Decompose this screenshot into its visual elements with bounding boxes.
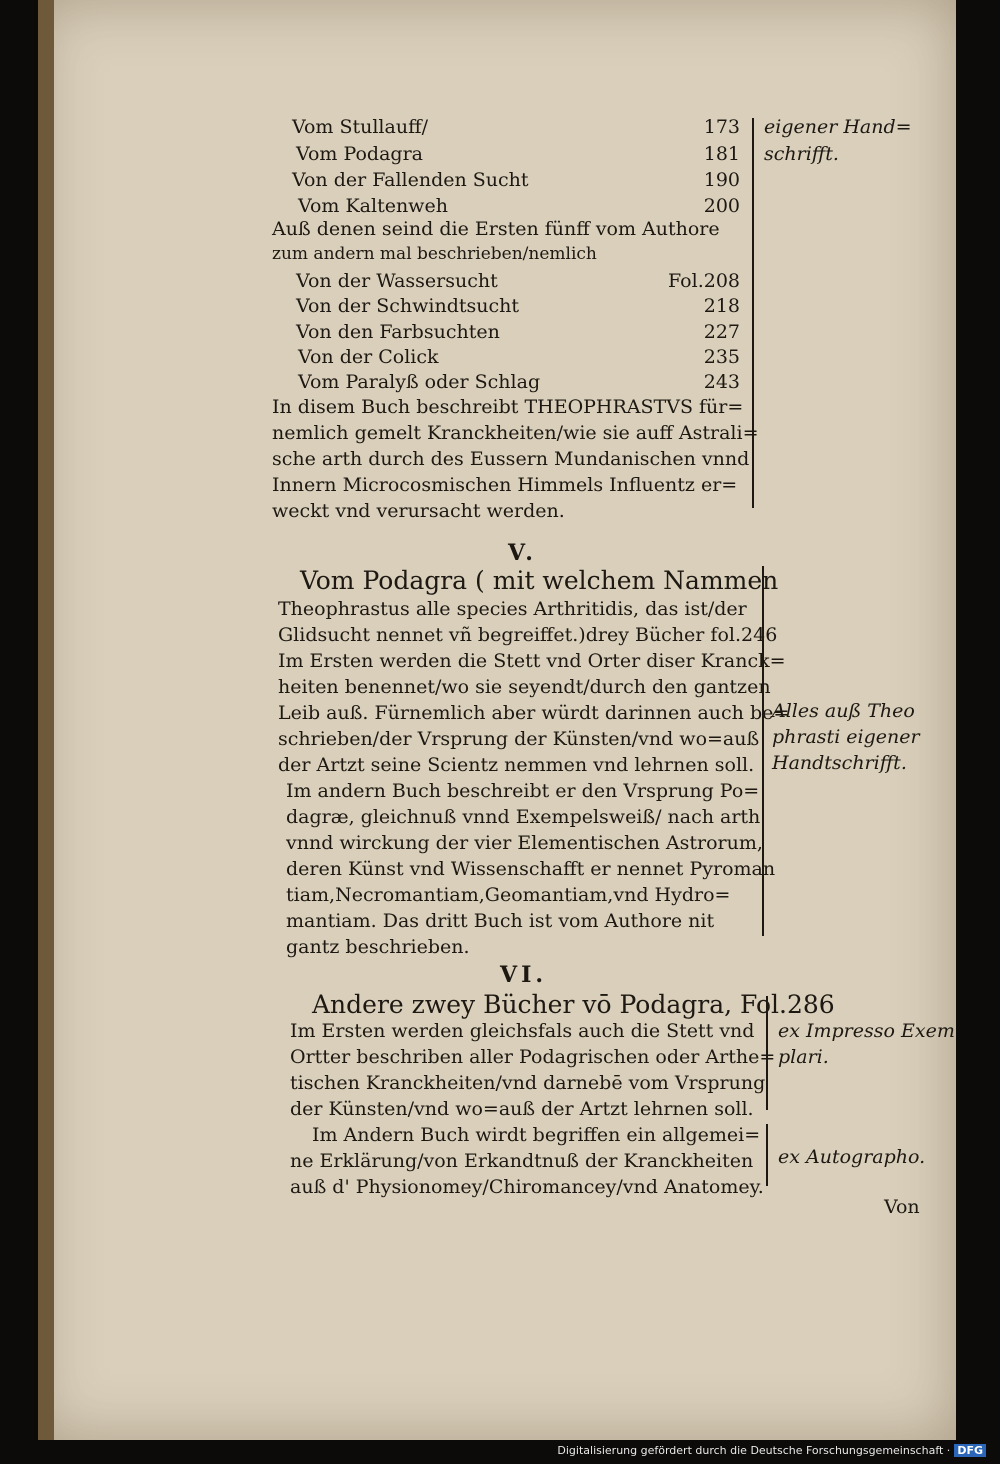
paragraph-line: gantz beschrieben. (286, 936, 470, 958)
paragraph-line: nemlich gemelt Kranckheiten/wie sie auff Astrali= (272, 422, 759, 444)
section-numeral: V. (508, 540, 537, 566)
margin-note: ex Autographo. (778, 1146, 926, 1168)
paragraph-line: Theophrastus alle species Arthritidis, das ist/der (278, 598, 747, 620)
section-title: Vom Podagra ( mit welchem Nammen (300, 566, 779, 595)
toc-page-number: 190 (703, 169, 740, 191)
toc-page-number: 200 (703, 195, 740, 217)
paragraph-line: Im Ersten werden gleichsfals auch die Stett vnd (290, 1020, 755, 1042)
toc-page-number: Fol.208 (668, 270, 740, 292)
margin-note: Alles auß Theo (772, 700, 915, 722)
toc-entry: Vom Paralyß oder Schlag (298, 371, 541, 393)
margin-note: schrifft. (764, 143, 839, 165)
margin-rule (766, 996, 768, 1110)
footer-bar (0, 1440, 1000, 1464)
paragraph-line: weckt vnd verursacht werden. (272, 500, 565, 522)
paragraph-line: der Artzt seine Scientz nemmen vnd lehrnen soll. (278, 754, 755, 776)
toc-intro: zum andern mal beschrieben/nemlich (272, 244, 597, 264)
toc-entry: Von den Farbsuchten (296, 321, 500, 343)
toc-entry: Vom Podagra (296, 143, 423, 165)
paragraph-line: schrieben/der Vrsprung der Künsten/vnd wo=auß (278, 728, 760, 750)
toc-page-number: 243 (703, 371, 740, 393)
toc-page-number: 181 (703, 143, 740, 165)
paragraph-line: tischen Kranckheiten/vnd darnebē vom Vrsprung (290, 1072, 766, 1094)
toc-page-number: 227 (703, 321, 740, 343)
toc-entry: Vom Stullauff/ (292, 116, 428, 138)
paragraph-line: In disem Buch beschreibt THEOPHRASTVS für= (272, 396, 744, 418)
footer-credit-text: Digitalisierung gefördert durch die Deutsche Forschungsgemeinschaft · (557, 1444, 951, 1457)
paragraph-line: auß d' Physionomey/Chiromancey/vnd Anatomey. (290, 1176, 764, 1198)
paragraph-line: tiam,Necromantiam,Geomantiam,vnd Hydro= (286, 884, 731, 906)
paragraph-line: Im andern Buch beschreibt er den Vrsprung Po= (286, 780, 760, 802)
margin-note: phrasti eigener (772, 726, 920, 748)
paragraph-line: deren Künst vnd Wissenschafft er nennet Pyroman (286, 858, 776, 880)
toc-page-number: 173 (703, 116, 740, 138)
paragraph-line: Glidsucht nennet vñ begreiffet.)drey Bücher fol.246 (278, 624, 778, 646)
paragraph-line: Leib auß. Fürnemlich aber würdt darinnen auch be= (278, 702, 790, 724)
toc-entry: Von der Schwindtsucht (296, 295, 519, 317)
binding-gutter (38, 0, 54, 1440)
toc-intro: Auß denen seind die Ersten fünff vom Authore (272, 218, 720, 240)
paragraph-line: sche arth durch des Eussern Mundanischen vnnd (272, 448, 750, 470)
paragraph-line: dagræ, gleichnuß vnnd Exempelsweiß/ nach arth (286, 806, 761, 828)
catchword: Von (884, 1196, 920, 1218)
toc-page-number: 235 (703, 346, 740, 368)
paragraph-line: der Künsten/vnd wo=auß der Artzt lehrnen soll. (290, 1098, 754, 1120)
paragraph-line: mantiam. Das dritt Buch ist vom Authore nit (286, 910, 715, 932)
paragraph-line: vnnd wirckung der vier Elementischen Astrorum, (286, 832, 763, 854)
paragraph-line: Innern Microcosmischen Himmels Influentz er= (272, 474, 738, 496)
margin-rule (762, 566, 764, 936)
margin-note: eigener Hand= (764, 116, 912, 138)
dfg-logo-icon: DFG (954, 1444, 986, 1457)
margin-rule (766, 1124, 768, 1186)
footer-credit (557, 1444, 986, 1457)
toc-page-number: 218 (703, 295, 740, 317)
margin-rule (752, 118, 754, 508)
section-numeral: VI. (500, 962, 548, 988)
paragraph-line: Ortter beschriben aller Podagrischen oder Arthe= (290, 1046, 776, 1068)
section-title: Andere zwey Bücher vō Podagra, Fol.286 (312, 990, 835, 1019)
paragraph-line: Im Andern Buch wirdt begriffen ein allgemei= (312, 1124, 761, 1146)
toc-entry: Vom Kaltenweh (298, 195, 448, 217)
margin-note: plari. (778, 1046, 829, 1068)
paragraph-line: heiten benennet/wo sie seyendt/durch den gantzen (278, 676, 771, 698)
paragraph-line: Im Ersten werden die Stett vnd Orter diser Kranck= (278, 650, 786, 672)
margin-note: Handtschrifft. (772, 752, 907, 774)
toc-entry: Von der Wassersucht (296, 270, 498, 292)
toc-entry: Von der Fallenden Sucht (292, 169, 529, 191)
toc-entry: Von der Colick (298, 346, 439, 368)
paragraph-line: ne Erklärung/von Erkandtnuß der Kranckheiten (290, 1150, 754, 1172)
margin-note: ex Impresso Exem (778, 1020, 955, 1042)
